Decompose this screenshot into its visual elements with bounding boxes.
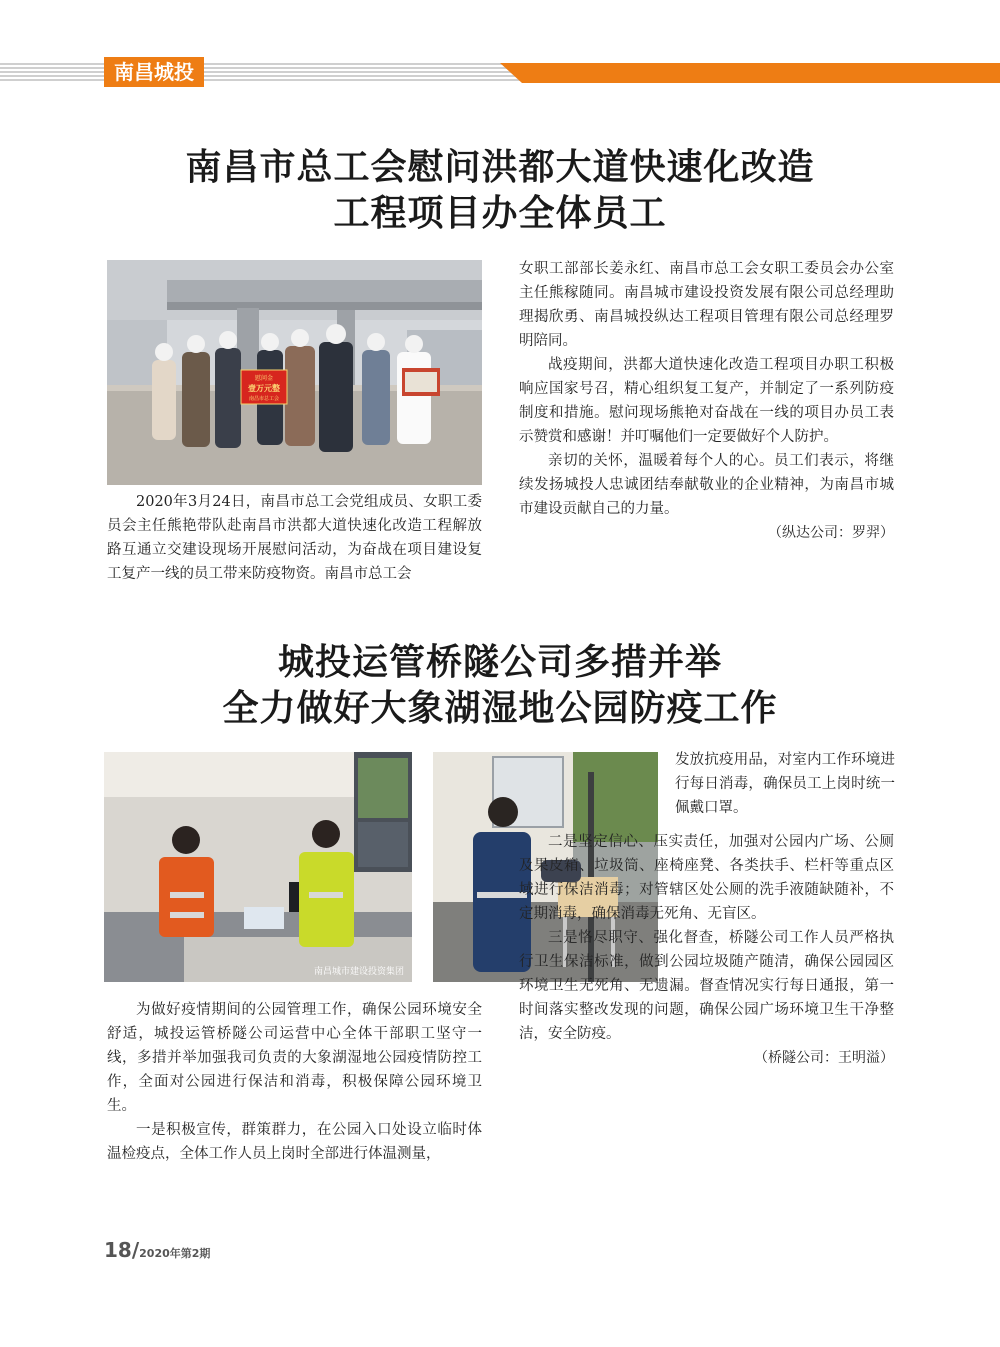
article1-right-paragraph3: 亲切的关怀，温暖着每个人的心。员工们表示，将继续发扬城投人忠诚团结奉献敬业的企业精神，为南昌市城市建设贡献自己的力量。 xyxy=(519,453,894,517)
article2-right-paragraph2: 二是坚定信心、压实责任，加强对公园内广场、公厕及果皮箱、垃圾筒、座椅座凳、各类扶手、栏杆等重点区域进行保洁消毒；对管辖区处公厕的洗手液随缺随补，不定期消毒，确保消毒无死角、无盲区。 xyxy=(519,834,894,922)
article2-left-paragraph1: 为做好疫情期间的公园管理工作，确保公园环境安全舒适，城投运管桥隧公司运营中心全体干部职工坚守一线，多措并举加强我司负责的大象湖湿地公园疫情防控工作，全面对公园进行保洁和消毒，积极保障公园环境卫生。 xyxy=(107,1002,482,1114)
article2-right-paragraph1: 发放抗疫用品，对室内工作环境进行每日消毒，确保员工上岗时统一佩戴口罩。 xyxy=(675,752,895,816)
header-orange-bar xyxy=(500,63,1000,83)
article2-right-paragraph3: 三是恪尽职守、强化督查，桥隧公司工作人员严格执行卫生保洁标准，做到公园垃圾随产随清，确保公园园区环境卫生无死角、无遗漏。督查情况实行每日通报，第一时间落实整改发现的问题，确保公园广场环境卫生干净整洁，安全防疫。 xyxy=(519,930,894,1042)
article1-right-column xyxy=(519,257,894,545)
article1-lead-paragraph: 2020年3月24日，南昌市总工会党组成员、女职工委员会主任熊艳带队赴南昌市洪都大道快速化改造工程解放路互通立交建设现场开展慰问活动，为奋战在项目建设复工复产一线的员工带来防疫物资。南昌市总工会 xyxy=(107,494,482,582)
donation-sign-line3: 南昌市总工会 xyxy=(248,396,280,402)
article2-title-line2: 全力做好大象湖湿地公园防疫工作 xyxy=(222,688,778,729)
article1-title xyxy=(0,145,1000,237)
section-tag: 南昌城投 xyxy=(104,57,204,87)
article2-left-column xyxy=(107,998,482,1166)
article2-photo-control-room xyxy=(104,752,412,982)
issue-label: 2020年第2期 xyxy=(139,1247,211,1260)
donation-sign-line1: 慰问金 xyxy=(254,375,274,382)
page-number: 18/ xyxy=(104,1238,140,1262)
article2-title xyxy=(0,640,1000,732)
article2-right-column-top xyxy=(675,748,895,820)
article2-credit: （桥隧公司：王明溢） xyxy=(754,1050,894,1066)
page-footer xyxy=(104,1238,210,1262)
article2-right-column xyxy=(519,830,894,1070)
header-stripes xyxy=(0,63,520,83)
article1-right-paragraph1: 女职工部部长姜永红、南昌市总工会女职工委员会办公室主任熊稼随同。南昌城市建设投资发展有限公司总经理助理揭欣勇、南昌城投纵达工程项目管理有限公司总经理罗明陪同。 xyxy=(519,261,894,349)
photo-watermark: 南昌城市建设投资集团 xyxy=(313,967,404,977)
donation-sign-line2: 壹万元整 xyxy=(248,383,280,393)
article1-left-column xyxy=(107,490,482,586)
article1-title-line2: 工程项目办全体员工 xyxy=(333,193,667,234)
article1-title-line1: 南昌市总工会慰问洪都大道快速化改造 xyxy=(185,147,815,188)
article1-photo xyxy=(107,260,482,485)
article1-right-paragraph2: 战疫期间，洪都大道快速化改造工程项目办职工积极响应国家号召，精心组织复工复产，并制定了一系列防疫制度和措施。慰问现场熊艳对奋战在一线的项目办员工表示赞赏和感谢！并叮嘱他们一定要做好个人防护。 xyxy=(519,357,894,445)
article2-title-line1: 城投运管桥隧公司多措并举 xyxy=(277,642,722,683)
article2-left-paragraph2: 一是积极宣传，群策群力，在公园入口处设立临时体温检疫点，全体工作人员上岗时全部进行体温测量， xyxy=(107,1122,482,1162)
article1-credit: （纵达公司：罗羿） xyxy=(768,525,894,541)
